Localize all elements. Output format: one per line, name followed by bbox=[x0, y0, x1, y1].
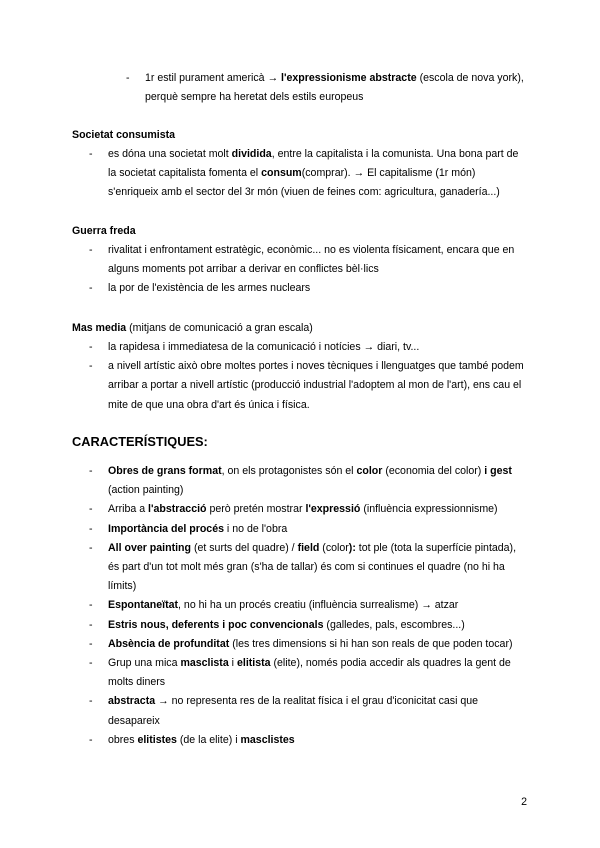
text: (escola de nova york), perquè sempre ha heretat dels estils europeus bbox=[145, 72, 524, 104]
text: i gest bbox=[484, 465, 512, 477]
dash-bullet: - bbox=[89, 618, 93, 631]
section-societat bbox=[72, 126, 532, 203]
text: Arriba a bbox=[108, 503, 149, 516]
list-item bbox=[89, 616, 528, 635]
dash-bullet: - bbox=[89, 148, 93, 160]
list-item bbox=[89, 692, 528, 730]
text: però pretén mostrar bbox=[206, 503, 306, 516]
text: abstracta bbox=[108, 695, 156, 708]
dash-bullet: - bbox=[89, 695, 93, 708]
text: All over painting bbox=[108, 541, 191, 554]
dash-bullet: - bbox=[89, 341, 93, 353]
dash-bullet: - bbox=[89, 637, 93, 650]
dash-bullet: - bbox=[89, 657, 93, 670]
list-item bbox=[126, 69, 535, 107]
text: Estris nous, deferents i poc convencionals bbox=[108, 618, 324, 631]
page-number: 2 bbox=[521, 796, 527, 808]
text: consum bbox=[261, 167, 302, 180]
list bbox=[72, 241, 528, 299]
text: → no representa res de la realitat física i el grau d'iconicitat casi que desapareix bbox=[108, 695, 479, 727]
text: es dóna una societat molt bbox=[108, 148, 232, 160]
text: Espontaneïtat bbox=[108, 599, 179, 612]
dash-bullet: - bbox=[89, 599, 93, 612]
text: , no hi ha un procés creatiu (influència surrealisme) → atzar bbox=[178, 599, 459, 612]
list bbox=[72, 145, 528, 203]
text: l'abstracció bbox=[148, 503, 207, 516]
list-item bbox=[89, 635, 528, 654]
dash-bullet: - bbox=[89, 360, 93, 373]
text: i bbox=[228, 657, 237, 670]
section-title: Societat consumista bbox=[72, 129, 176, 141]
list-item bbox=[89, 338, 528, 357]
list-item bbox=[89, 145, 528, 203]
text: (comprar). → El capitalisme (1r món) s'enriqueix amb el sector del 3r món (viuen de feines com: agricultura, ganadería...) bbox=[108, 167, 500, 199]
text: color bbox=[356, 465, 383, 477]
dash-bullet: - bbox=[89, 522, 93, 535]
text: la rapidesa i immediatesa de la comunicació i notícies → diari, tv... bbox=[108, 341, 420, 353]
dash-bullet: - bbox=[89, 244, 93, 256]
text: field bbox=[297, 541, 320, 554]
section-mas-media bbox=[72, 319, 532, 415]
section-title: Mas media bbox=[72, 322, 127, 334]
text: dividida bbox=[231, 148, 272, 160]
dash-bullet: - bbox=[89, 465, 93, 477]
list-item bbox=[89, 279, 528, 298]
text: Absència de profunditat bbox=[108, 637, 230, 650]
dash-bullet: - bbox=[89, 733, 93, 746]
text: , on els protagonistes són el bbox=[221, 465, 357, 477]
text: a nivell artístic això obre moltes portes i noves tècniques i llenguatges que també podem arribar a portar a nivell artístic (producció industrial l'adoptem al mon de l'art), ens cau el mite de que una obra d'art és única i física. bbox=[108, 360, 524, 411]
text: masclista bbox=[180, 657, 229, 670]
text: masclistes bbox=[240, 733, 295, 746]
section-subtitle: (mitjans de comunicació a gran escala) bbox=[126, 322, 313, 334]
text: ): bbox=[348, 541, 356, 554]
text: la por de l'existència de les armes nuclears bbox=[108, 282, 311, 295]
text: (les tres dimensions si hi han son reals de que poden tocar) bbox=[229, 637, 513, 650]
list bbox=[72, 462, 528, 750]
list-item bbox=[89, 241, 528, 279]
text: Obres de grans format bbox=[108, 465, 222, 477]
dash-bullet: - bbox=[89, 541, 93, 554]
section-heading: CARACTERÍSTIQUES: bbox=[72, 434, 208, 449]
top-list bbox=[126, 69, 535, 107]
text: i no de l'obra bbox=[223, 522, 288, 535]
text: elitistes bbox=[137, 733, 177, 746]
text: (economia del color) bbox=[382, 465, 485, 477]
text: (galledes, pals, escombres...) bbox=[323, 618, 465, 631]
text: (et surts del quadre) / bbox=[191, 541, 298, 554]
list-item bbox=[89, 520, 528, 539]
list-item bbox=[89, 539, 528, 597]
list-item bbox=[89, 357, 528, 415]
dash-bullet: - bbox=[89, 503, 93, 516]
list-item bbox=[89, 462, 528, 500]
text: tot ple (tota la superfície pintada), és part d'un tot molt més gran (s'ha de tallar) és com si continues el quadre (no hi ha límits) bbox=[108, 541, 517, 593]
text: rivalitat i enfrontament estratègic, econòmic... no es violenta físicament, encara que en alguns moments pot arribar a derivar en conflictes bèl·lics bbox=[108, 244, 515, 276]
text: (de la elite) i bbox=[176, 733, 241, 746]
list-item bbox=[89, 596, 528, 615]
list-item bbox=[89, 654, 528, 692]
list-item bbox=[89, 731, 528, 750]
text: → bbox=[264, 72, 282, 84]
section-title-line bbox=[72, 319, 532, 338]
text: Grup una mica bbox=[108, 657, 181, 670]
text: (color bbox=[319, 541, 349, 554]
list bbox=[72, 338, 528, 415]
list-item bbox=[89, 500, 528, 519]
text: Importància del procés bbox=[108, 522, 224, 535]
text: , entre la capitalista i la comunista. Una bona part de la societat capitalista fomenta el bbox=[108, 148, 519, 180]
dash-bullet: - bbox=[126, 72, 130, 84]
text: (action painting) bbox=[108, 484, 184, 497]
dash-bullet: - bbox=[89, 282, 93, 295]
section-title: Guerra freda bbox=[72, 225, 136, 237]
text: (elite), només podia accedir als quadres la gent de molts diners bbox=[108, 657, 511, 689]
text: 1r estil purament americà bbox=[145, 72, 265, 84]
text: elitista bbox=[236, 657, 271, 670]
text: (influència expressionnisme) bbox=[360, 503, 498, 516]
text: obres bbox=[108, 733, 138, 746]
section-guerra bbox=[72, 222, 532, 299]
section-caracteristiques bbox=[72, 432, 532, 750]
text: l'expressió bbox=[305, 503, 361, 516]
text: l'expressionisme abstracte bbox=[281, 72, 417, 84]
